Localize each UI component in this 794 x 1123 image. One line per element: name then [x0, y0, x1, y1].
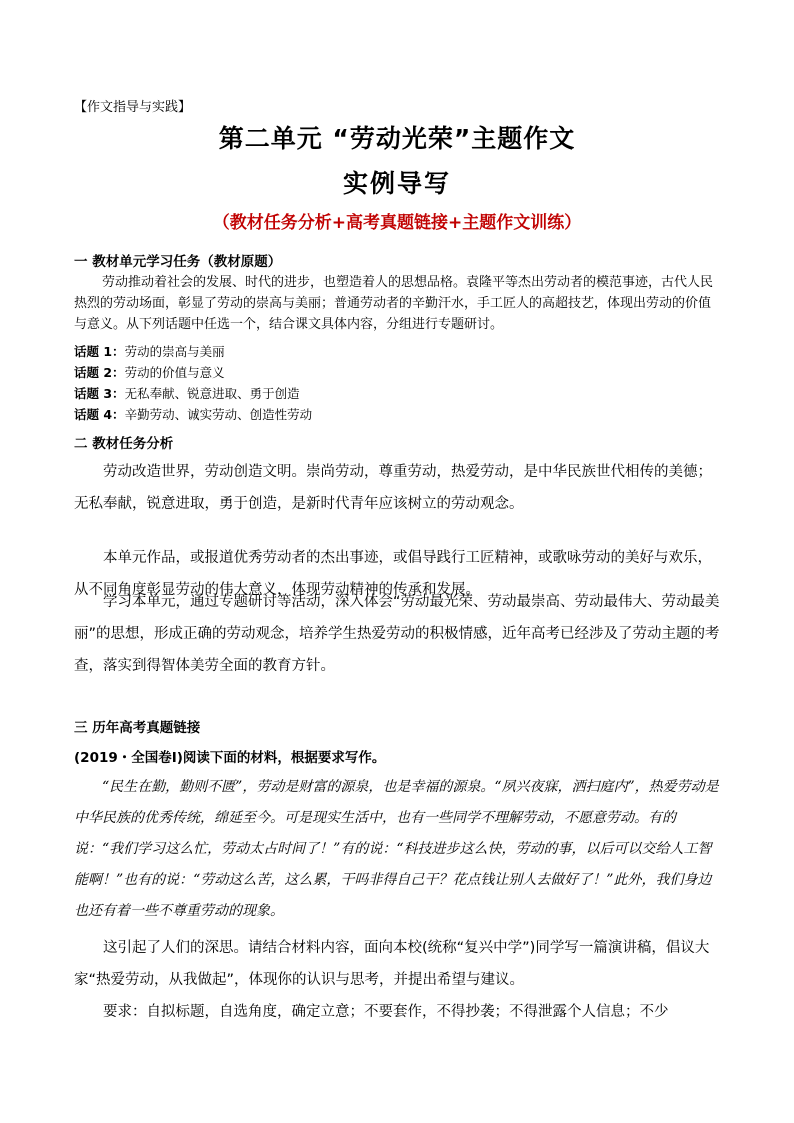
topic-label: 话题 4：	[74, 407, 125, 422]
topic-label: 话题 3：	[74, 386, 125, 401]
topic-item	[74, 384, 300, 402]
page-subtitle: （教材任务分析+高考真题链接+主题作文训练）	[212, 213, 582, 233]
section-tag: 【作文指导与实践】	[74, 100, 192, 115]
page-title: 第二单元 “劳动光荣”主题作文	[218, 124, 576, 153]
topic-item	[74, 405, 312, 423]
page-title-line2: 实例导写	[342, 169, 451, 198]
topic-item	[74, 342, 225, 360]
topic-text: 劳动的价值与意义	[124, 365, 225, 380]
topic-label: 话题 2：	[74, 365, 125, 380]
section2-paragraph: 劳动改造世界，劳动创造文明。崇尚劳动，尊重劳动，热爱劳动，是中华民族世代相传的美德；无私奉献，锐意进取，勇于创造，是新时代青年应该树立的劳动观念。	[74, 464, 712, 512]
topic-item	[74, 363, 225, 381]
exam-task: 这引起了人们的深思。请结合材料内容，面向本校(统称“复兴中学”)同学写一篇演讲稿，倡议大家“热爱劳动，从我做起”，体现你的认识与思考，并提出希望与建议。	[74, 940, 710, 988]
topic-text: 无私奉献、锐意进取、勇于创造	[124, 386, 300, 401]
exam-material: “民生在勤，勤则不匮”，劳动是财富的源泉，也是幸福的源泉。“夙兴夜寐，洒扫庭内”，热爱劳动是中华民族的优秀传统，绵延至今。可是现实生活中，也有一些同学不理解劳动，不愿意劳动。有的说：“我们学习这么忙，劳动太占时间了！”有的说：“科技进步这么快，劳动的事，以后可以交给人工智能啊！”也有的说：“劳动这么苦，这么累，干吗非得自己干？花点钱让别人去做好了！”此外，我们身边也还有着一些不尊重劳动的现象。	[74, 779, 719, 919]
section2-paragraph: 本单元作品，或报道优秀劳动者的杰出事迹，或倡导践行工匠精神，或歌咏劳动的美好与欢乐，从不同角度彰显劳动的伟大意义，体现劳动精神的传承和发展。	[74, 550, 712, 598]
section3-heading: 三 历年高考真题链接	[74, 720, 201, 736]
topic-text: 劳动的崇高与美丽	[124, 344, 225, 359]
exam-intro: (2019・全国卷Ⅰ)阅读下面的材料，根据要求写作。	[74, 750, 386, 766]
section2-paragraph: 学习本单元，通过专题研讨等活动，深入体会“劳动最光荣、劳动最崇高、劳动最伟大、劳动最美丽”的思想，形成正确的劳动观念，培养学生热爱劳动的积极情感，近年高考已经涉及了劳动主题的考查，落实到得智体美劳全面的教育方针。	[74, 594, 720, 674]
topic-label: 话题 1：	[74, 344, 125, 359]
section1-heading: 一 教材单元学习任务（教材原题）	[74, 254, 282, 270]
topic-text: 辛勤劳动、诚实劳动、创造性劳动	[124, 407, 313, 422]
section1-paragraph	[74, 272, 722, 335]
section1-paragraph-text: 劳动推动着社会的发展、时代的进步，也塑造着人的思想品格。袁隆平等杰出劳动者的模范事迹，古代人民热烈的劳动场面，彰显了劳动的崇高与美丽；普通劳动者的辛勤汗水，手工匠人的高超技艺，体现出劳动的价值与意义。从下列话题中任选一个，结合课文具体内容，分组进行专题研讨。	[74, 275, 714, 332]
exam-requirements: 要求：自拟标题，自选角度，确定立意；不要套作，不得抄袭；不得泄露个人信息；不少	[103, 1004, 669, 1020]
section2-heading: 二 教材任务分析	[74, 436, 174, 452]
